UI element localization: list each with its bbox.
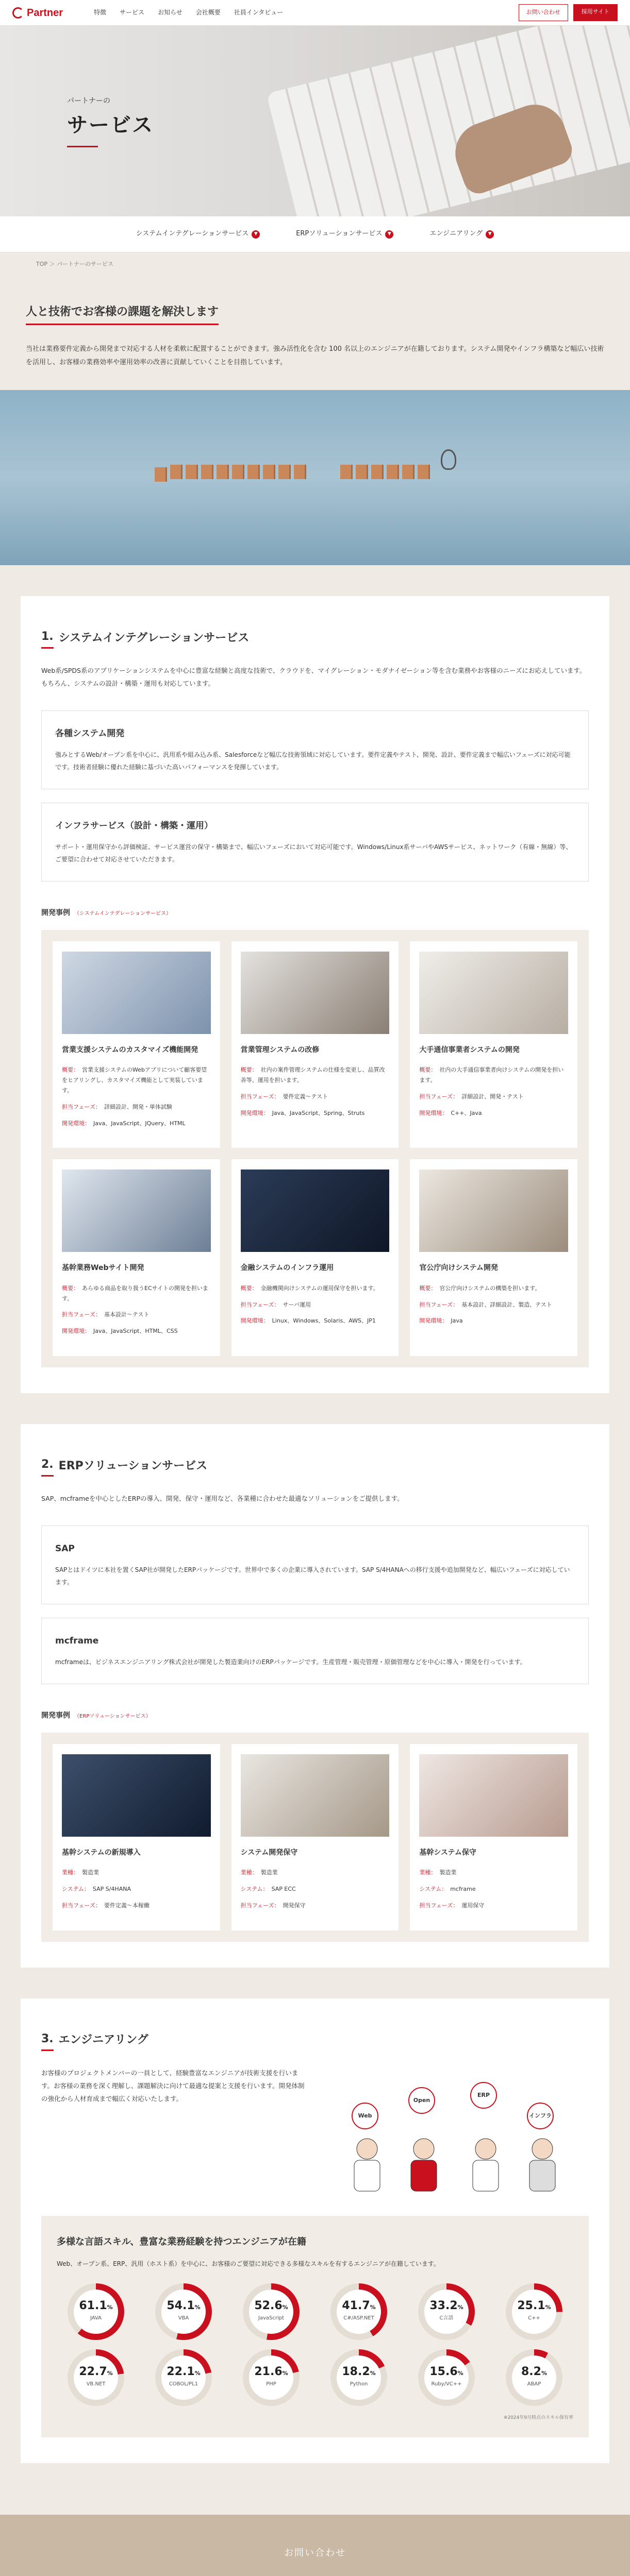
contact-title: お問い合わせ bbox=[284, 2548, 346, 2559]
section-desc: SAP、mcframeを中心としたERPの導入、開発、保守・運用など、各業種に合わせた最適なソリューションをご提供します。 bbox=[41, 1495, 404, 1503]
section-desc: Web系/SPDS系のアプリケーションシステムを中心に豊富な経験と高度な技術で、クラウドを、マイグレーション・モダナイゼーション等を含む業務やお客様のニーズにお応えしています。もちろん、システムの設計・構築・運用も対応しています。 bbox=[41, 667, 586, 688]
global-nav bbox=[94, 7, 283, 18]
wood-block bbox=[356, 465, 368, 479]
donut-center bbox=[424, 2355, 469, 2400]
case-industry: 業種： 製造業 bbox=[62, 1869, 99, 1876]
section-erp bbox=[21, 1424, 609, 1968]
section-title-text: システムインテグレーションサービス bbox=[58, 631, 250, 645]
skill-value-number: 22.1 bbox=[167, 2365, 195, 2379]
case-tech: 開発環境： Linux、Windows、Solaris、AWS、JP1 bbox=[240, 1317, 376, 1325]
case-cards bbox=[41, 1733, 589, 1942]
service-tabs bbox=[0, 216, 630, 252]
case-image bbox=[241, 1754, 390, 1837]
skill-label: ABAP bbox=[527, 2381, 541, 2387]
site-header bbox=[0, 0, 630, 26]
case-system-value: mcframe bbox=[450, 1886, 476, 1893]
cases-sub: （ERPソリューションサービス） bbox=[74, 1714, 151, 1720]
skill-label: PHP bbox=[266, 2381, 276, 2387]
cases-title: 開発事例 bbox=[41, 909, 70, 918]
case-tech-value: Java、JavaScript、HTML、CSS bbox=[93, 1328, 178, 1335]
case-overview: 概要： 営業支援システムのWebアプリについて顧客要望をヒアリングし、カスタマイズ機能として実装しています。 bbox=[62, 1066, 207, 1094]
section-si bbox=[21, 596, 609, 1393]
tab-engineering[interactable] bbox=[429, 228, 494, 240]
skills-panel bbox=[41, 2216, 589, 2437]
wood-block bbox=[387, 465, 399, 479]
box-text: 強みとするWeb/オープン系を中心に、汎用系や組み込み系、Salesforceなど幅広な技術領域に対応しています。要件定義やテスト、開発、設計、要件定義まで幅広いフェーズに対応可能です。技術者経験に優れた経験に基づいた高いパフォーマンスを発揮しています。 bbox=[55, 751, 571, 771]
nav-interview[interactable]: 社員インタビュー bbox=[234, 9, 284, 16]
skill-label: VBA bbox=[178, 2315, 189, 2321]
skill-value bbox=[429, 2300, 463, 2312]
skill-donut bbox=[68, 2349, 124, 2406]
case-system-value: SAP S/4HANA bbox=[92, 1886, 131, 1893]
skill-label: C言語 bbox=[439, 2315, 454, 2321]
skill-donut bbox=[506, 2283, 562, 2340]
case-tech: 開発環境： Java、JavaScript、JQuery、HTML bbox=[62, 1120, 186, 1127]
case-industry-value: 製造業 bbox=[82, 1869, 99, 1876]
case-overview: 概要： 社内の案件管理システムの仕様を変更し、品質改善等、運用を担います。 bbox=[240, 1066, 385, 1084]
cases-sub: （システムインテグレーションサービス） bbox=[74, 911, 171, 917]
wood-block bbox=[201, 465, 213, 479]
logo-icon bbox=[12, 7, 24, 19]
skill-value-number: 25.1 bbox=[517, 2299, 545, 2313]
case-card bbox=[231, 1744, 399, 1930]
wood-block bbox=[371, 465, 384, 479]
tab-erp[interactable] bbox=[296, 228, 393, 240]
box-title: インフラサービス（設計・構築・運用） bbox=[55, 821, 213, 832]
engineering-intro bbox=[41, 2066, 589, 2195]
case-phase-value: 詳細設計、開発・単体試験 bbox=[104, 1103, 172, 1110]
wood-block bbox=[278, 465, 291, 479]
case-image bbox=[62, 952, 211, 1034]
nav-news[interactable]: お知らせ bbox=[158, 9, 183, 16]
case-overview: 概要： 金融機関向けシステムの運用保守を担います。 bbox=[240, 1284, 379, 1292]
people-icon bbox=[321, 2128, 589, 2195]
case-tech-value: Java、JavaScript、Spring、Struts bbox=[272, 1109, 365, 1116]
skill-value-number: 61.1 bbox=[79, 2299, 107, 2313]
skill-donut bbox=[418, 2349, 475, 2406]
case-industry-value: 製造業 bbox=[260, 1869, 278, 1876]
case-phase: 担当フェーズ： 要件定義〜テスト bbox=[240, 1093, 328, 1100]
intro-text: 当社は業務要件定義から開発まで対応する人材を柔軟に配置することができます。強み活性化を含む 100 名以上のエンジニアが在籍しております。システム開発やインフラ構築など幅広い技術を活用し、お客様の業務効率や運用効率の改善に貢献していくことを目指しています。 bbox=[26, 345, 604, 367]
percent-sign: % bbox=[545, 2304, 551, 2311]
donut-center bbox=[337, 2355, 381, 2400]
mcframe-box bbox=[41, 1618, 589, 1684]
nav-service[interactable]: サービス bbox=[120, 9, 145, 16]
case-phase-value: サーバ運用 bbox=[283, 1301, 311, 1308]
nav-features[interactable]: 特徴 bbox=[94, 9, 107, 16]
case-phase-value: 開発保守 bbox=[283, 1902, 306, 1909]
skill-value bbox=[517, 2300, 551, 2312]
case-tech: 開発環境： C++、Java bbox=[419, 1109, 482, 1116]
box-title: SAP bbox=[55, 1544, 75, 1554]
case-industry: 業種： 製造業 bbox=[419, 1869, 457, 1876]
intro bbox=[0, 277, 630, 390]
case-overview-value: 金融機関向けシステムの運用保守を担います。 bbox=[260, 1284, 379, 1292]
percent-sign: % bbox=[282, 2370, 288, 2377]
skill-donut bbox=[155, 2283, 212, 2340]
case-card bbox=[53, 941, 220, 1148]
percent-sign: % bbox=[194, 2370, 201, 2377]
wood-block bbox=[217, 465, 229, 479]
skill-value bbox=[167, 2366, 200, 2378]
case-tech-value: Java bbox=[451, 1317, 463, 1325]
tab-si[interactable] bbox=[136, 228, 260, 240]
case-industry-value: 製造業 bbox=[439, 1869, 457, 1876]
case-tech: 開発環境： Java bbox=[419, 1317, 463, 1325]
case-title: 営業支援システムのカスタマイズ機能開発 bbox=[62, 1046, 198, 1055]
wood-block bbox=[418, 465, 430, 479]
percent-sign: % bbox=[541, 2370, 547, 2377]
case-phase: 担当フェーズ： 詳細設計、開発・単体試験 bbox=[62, 1103, 172, 1110]
skill-value bbox=[254, 2300, 288, 2312]
skill-donut bbox=[506, 2349, 562, 2406]
wood-block bbox=[294, 465, 306, 479]
wood-block bbox=[186, 465, 198, 479]
case-overview-value: あらゆる商品を取り扱うECサイトの開発を担います。 bbox=[62, 1284, 208, 1302]
case-phase: 担当フェーズ： 運用保守 bbox=[419, 1902, 485, 1909]
percent-sign: % bbox=[194, 2304, 201, 2311]
case-overview-value: 官公庁向けシステムの構築を担います。 bbox=[439, 1284, 541, 1292]
skill-value-number: 54.1 bbox=[167, 2299, 195, 2313]
section-title-text: ERPソリューションサービス bbox=[58, 1459, 208, 1472]
case-phase: 担当フェーズ： 詳細設計、開発・テスト bbox=[419, 1093, 524, 1100]
skill-value bbox=[167, 2300, 200, 2312]
skills-title: 多様な言語スキル、豊富な業務経験を持つエンジニアが在籍 bbox=[57, 2236, 306, 2248]
percent-sign: % bbox=[457, 2304, 463, 2311]
wood-block bbox=[232, 465, 244, 479]
case-overview-value: 社内の大手通信事業者向けシステムの開発を担います。 bbox=[419, 1066, 564, 1084]
engineers-illustration bbox=[321, 2066, 589, 2195]
case-overview-value: 営業支援システムのWebアプリについて顧客要望をヒアリングし、カスタマイズ機能として実装しています。 bbox=[62, 1066, 207, 1094]
case-image bbox=[419, 952, 568, 1034]
case-image bbox=[241, 952, 390, 1034]
arrow-down-icon: ▼ bbox=[252, 230, 260, 239]
donut-center bbox=[74, 2290, 118, 2334]
dev-box bbox=[41, 710, 589, 789]
skills-donuts bbox=[57, 2283, 573, 2406]
tab-eng-label: エンジニアリング bbox=[429, 230, 483, 238]
case-phase: 担当フェーズ： サーバ運用 bbox=[240, 1301, 311, 1308]
hero bbox=[0, 26, 630, 216]
intro-heading: 人と技術でお客様の課題を解決します bbox=[26, 302, 219, 325]
section-number: 1. bbox=[41, 627, 54, 649]
skill-label: VB.NET bbox=[86, 2381, 106, 2387]
box-text: SAPとはドイツに本社を置くSAP社が開発したERPパッケージです。世界中で多くの企業に導入されています。SAP S/4HANAへの移行支援や追加開発など、幅広いフェーズに対応しています。 bbox=[55, 1566, 570, 1586]
case-title: 基幹システム保守 bbox=[419, 1848, 476, 1857]
case-card bbox=[410, 1744, 577, 1930]
recruit-button[interactable]: 採用サイト bbox=[573, 4, 618, 21]
case-title: 大手通信事業者システムの開発 bbox=[419, 1046, 520, 1055]
case-card bbox=[410, 1159, 577, 1356]
donut-center bbox=[74, 2355, 118, 2400]
donut-center bbox=[161, 2355, 206, 2400]
case-card bbox=[53, 1159, 220, 1356]
case-tech: 開発環境： Java、JavaScript、Spring、Struts bbox=[240, 1109, 365, 1116]
donut-center bbox=[512, 2355, 556, 2400]
case-image bbox=[62, 1170, 211, 1252]
case-title: 官公庁向けシステム開発 bbox=[419, 1264, 498, 1273]
sap-box bbox=[41, 1526, 589, 1604]
infra-box bbox=[41, 803, 589, 882]
skill-value bbox=[79, 2300, 112, 2312]
skill-value bbox=[79, 2366, 112, 2378]
case-phase-value: 基本設計、詳細設計、製造、テスト bbox=[461, 1301, 552, 1308]
section-number: 2. bbox=[41, 1455, 54, 1477]
case-cards bbox=[41, 930, 589, 1367]
percent-sign: % bbox=[107, 2370, 113, 2377]
wood-block bbox=[402, 465, 415, 479]
skill-label: JAVA bbox=[90, 2315, 102, 2321]
case-tech-value: Java、JavaScript、JQuery、HTML bbox=[93, 1120, 186, 1127]
case-phase: 担当フェーズ： 開発保守 bbox=[240, 1902, 306, 1909]
case-tech: 開発環境： Java、JavaScript、HTML、CSS bbox=[62, 1328, 178, 1335]
case-overview: 概要： 社内の大手通信事業者向けシステムの開発を担います。 bbox=[419, 1066, 564, 1084]
section-number: 3. bbox=[41, 2029, 54, 2051]
contact-button[interactable]: お問い合わせ bbox=[519, 4, 568, 21]
skill-donut bbox=[330, 2349, 387, 2406]
tab-si-label: システムインテグレーションサービス bbox=[136, 230, 249, 238]
page-title: サービス bbox=[67, 113, 154, 137]
skill-label: C++ bbox=[528, 2315, 540, 2321]
section-title bbox=[41, 1455, 589, 1477]
case-image bbox=[419, 1170, 568, 1252]
percent-sign: % bbox=[370, 2370, 376, 2377]
skill-label: COBOL/PL1 bbox=[169, 2381, 198, 2387]
bubble-open: Open bbox=[408, 2087, 435, 2114]
case-card bbox=[410, 941, 577, 1148]
cases-heading bbox=[41, 1710, 589, 1722]
nav-company[interactable]: 会社概要 bbox=[195, 9, 221, 16]
percent-sign: % bbox=[107, 2304, 113, 2311]
case-card bbox=[231, 1159, 399, 1356]
skill-donut bbox=[155, 2349, 212, 2406]
case-system-value: SAP ECC bbox=[271, 1886, 296, 1893]
cases-title: 開発事例 bbox=[41, 1711, 70, 1720]
case-industry: 業種： 製造業 bbox=[240, 1869, 278, 1876]
wood-block bbox=[263, 465, 275, 479]
skill-donut bbox=[68, 2283, 124, 2340]
box-title: 各種システム開発 bbox=[55, 728, 125, 739]
skill-value-number: 18.2 bbox=[342, 2365, 370, 2379]
header-buttons bbox=[519, 4, 618, 21]
skill-label: Python bbox=[350, 2381, 368, 2387]
box-text: mcframeは、ビジネスエンジニアリング株式会社が開発した製造業向けのERPパッケージです。生産管理・販売管理・原価管理などを中心に導入・開発を行っています。 bbox=[55, 1658, 526, 1666]
donut-center bbox=[161, 2290, 206, 2334]
skill-value-number: 21.6 bbox=[254, 2365, 283, 2379]
hero-subtitle: パートナーの bbox=[67, 97, 110, 105]
skill-label: C#/ASP.NET bbox=[343, 2315, 374, 2321]
skill-donut bbox=[243, 2283, 300, 2340]
skill-donut bbox=[330, 2283, 387, 2340]
case-title: 営業管理システムの改修 bbox=[240, 1046, 320, 1055]
lightbulb-icon bbox=[441, 449, 456, 470]
title-underline bbox=[67, 146, 98, 147]
skill-value bbox=[429, 2366, 463, 2378]
skill-value-number: 52.6 bbox=[254, 2299, 283, 2313]
bubble-infra: インフラ bbox=[527, 2103, 554, 2129]
skill-value bbox=[254, 2366, 288, 2378]
case-phase-value: 運用保守 bbox=[461, 1902, 485, 1909]
section-title bbox=[41, 627, 589, 649]
case-tech-value: C++、Java bbox=[451, 1109, 482, 1116]
case-image bbox=[419, 1754, 568, 1837]
skill-value-number: 15.6 bbox=[429, 2365, 458, 2379]
box-title: mcframe bbox=[55, 1636, 99, 1647]
skill-value-number: 41.7 bbox=[342, 2299, 370, 2313]
arrow-down-icon: ▼ bbox=[486, 230, 494, 239]
bubble-web: Web bbox=[352, 2103, 378, 2129]
skill-donut bbox=[418, 2283, 475, 2340]
case-phase-value: 詳細設計、開発・テスト bbox=[461, 1093, 524, 1100]
section-desc: お客様のプロジェクトメンバーの一員として、経験豊富なエンジニアが技術支援を行います。お客様の業務を深く理解し、課題解決に向けて最適な提案と支援を行います。開発体制の強化から人材育成まで幅広く対応いたします。 bbox=[41, 2069, 305, 2103]
skill-donut bbox=[243, 2349, 300, 2406]
case-image bbox=[241, 1170, 390, 1252]
donut-center bbox=[512, 2290, 556, 2334]
skill-value bbox=[342, 2300, 375, 2312]
case-phase-value: 要件定義〜本稼働 bbox=[104, 1902, 150, 1909]
case-phase-value: 要件定義〜テスト bbox=[283, 1093, 328, 1100]
skills-note: ※2024年9月時点のスキル保有率 bbox=[503, 2415, 573, 2420]
cases-heading bbox=[41, 907, 589, 920]
skill-label: Ruby/VC++ bbox=[431, 2381, 462, 2387]
skills-desc: Web、オープン系、ERP、汎用（ホスト系）を中心に、お客様のご要望に対応できる多様なスキルを有するエンジニアが在籍しています。 bbox=[57, 2260, 440, 2267]
bubble-erp: ERP bbox=[470, 2082, 497, 2109]
logo-text: Partner bbox=[27, 7, 63, 19]
case-tech-value: Linux、Windows、Solaris、AWS、JP1 bbox=[272, 1317, 376, 1325]
wood-block bbox=[155, 467, 167, 482]
donut-center bbox=[337, 2290, 381, 2334]
percent-sign: % bbox=[282, 2304, 288, 2311]
skill-value-number: 22.7 bbox=[79, 2365, 107, 2379]
site-logo[interactable] bbox=[12, 4, 63, 22]
donut-center bbox=[424, 2290, 469, 2334]
skill-label: JavaScript bbox=[258, 2315, 285, 2321]
skill-value-number: 8.2 bbox=[521, 2365, 541, 2379]
arrow-down-icon: ▼ bbox=[385, 230, 393, 239]
skill-value-number: 33.2 bbox=[429, 2299, 458, 2313]
case-card bbox=[231, 941, 399, 1148]
keyboard-image bbox=[266, 26, 630, 216]
percent-sign: % bbox=[370, 2304, 376, 2311]
case-title: 金融システムのインフラ運用 bbox=[240, 1264, 334, 1273]
case-phase: 担当フェーズ： 基本設計、詳細設計、製造、テスト bbox=[419, 1301, 552, 1308]
case-phase-value: 基本設計〜テスト bbox=[104, 1311, 150, 1318]
case-overview: 概要： 官公庁向けシステムの構築を担います。 bbox=[419, 1284, 541, 1292]
case-overview: 概要： あらゆる商品を取り扱うECサイトの開発を担います。 bbox=[62, 1284, 208, 1302]
breadcrumb[interactable]: TOP ＞ パートナーのサービス bbox=[36, 261, 114, 267]
skill-value bbox=[521, 2366, 547, 2378]
donut-center bbox=[249, 2355, 293, 2400]
case-overview-value: 社内の案件管理システムの仕様を変更し、品質改善等、運用を担います。 bbox=[240, 1066, 385, 1084]
skill-value bbox=[342, 2366, 375, 2378]
case-phase: 担当フェーズ： 要件定義〜本稼働 bbox=[62, 1902, 150, 1909]
case-system: システム： mcframe bbox=[419, 1886, 476, 1893]
blocks-image bbox=[0, 390, 630, 565]
wood-block bbox=[247, 465, 260, 479]
case-title: システム開発保守 bbox=[240, 1848, 298, 1857]
wood-block bbox=[340, 465, 353, 479]
percent-sign: % bbox=[457, 2370, 463, 2377]
case-title: 基幹システムの新規導入 bbox=[62, 1848, 141, 1857]
case-card bbox=[53, 1744, 220, 1930]
donut-center bbox=[249, 2290, 293, 2334]
case-image bbox=[62, 1754, 211, 1837]
contact-section bbox=[0, 2515, 630, 2576]
section-engineering bbox=[21, 1998, 609, 2463]
case-system: システム： SAP ECC bbox=[240, 1886, 296, 1893]
hero-text bbox=[67, 95, 154, 147]
wood-block bbox=[170, 465, 183, 479]
case-system: システム： SAP S/4HANA bbox=[62, 1886, 131, 1893]
case-phase: 担当フェーズ： 基本設計〜テスト bbox=[62, 1311, 150, 1318]
section-title bbox=[41, 2029, 589, 2051]
section-title-text: エンジニアリング bbox=[58, 2033, 148, 2047]
tab-erp-label: ERPソリューションサービス bbox=[296, 230, 383, 238]
box-text: サポート・運用保守から評価検証、サービス運営の保守・構築まで、幅広いフェーズにおいて対応可能です。Windows/Linux系サーバやAWSサービス、ネットワーク（有線・無線）等、ご要望に合わせて対応させていただきます。 bbox=[55, 843, 572, 863]
case-title: 基幹業務Webサイト開発 bbox=[62, 1264, 144, 1273]
